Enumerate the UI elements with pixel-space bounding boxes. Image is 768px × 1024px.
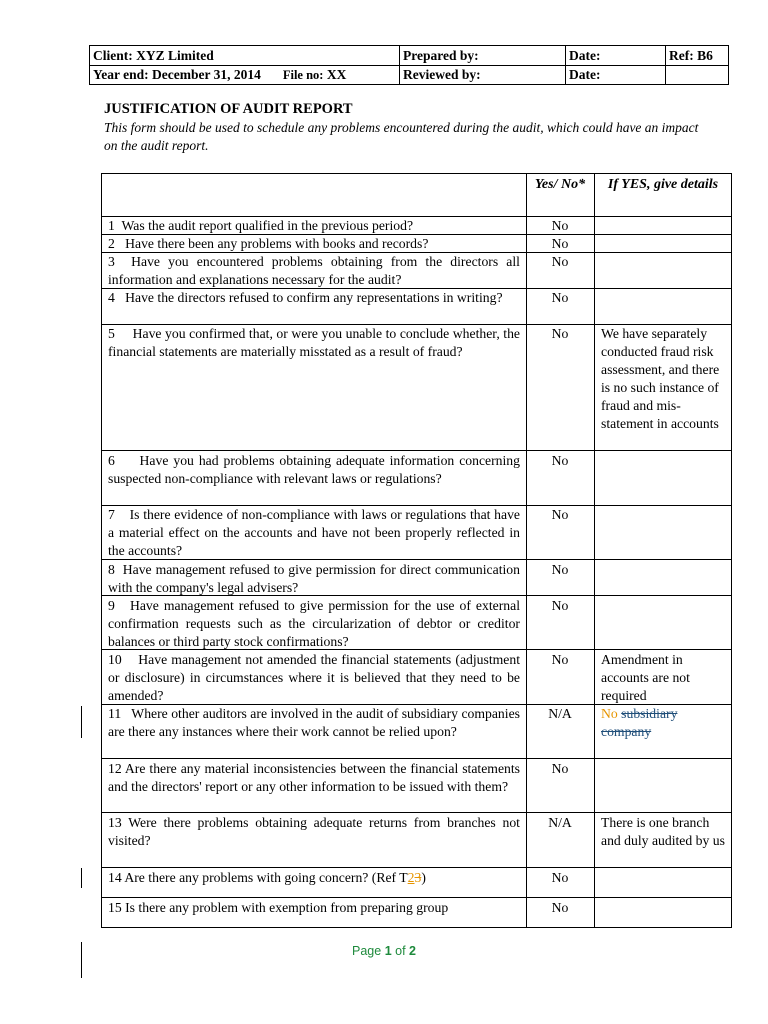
table-row-answer: No: [551, 254, 569, 269]
table-row-answer: No: [551, 761, 569, 776]
row-divider: [101, 812, 732, 813]
table-row-question: 12 Are there any material inconsistencies between the financial statements and the directors' report or any other information to be issued with them?: [108, 761, 520, 794]
prepared-by-label: Prepared by:: [403, 48, 479, 63]
header-row-2: [90, 65, 728, 84]
reviewed-by-label: Reviewed by:: [403, 67, 481, 82]
page-total: 2: [409, 944, 416, 958]
inserted-text: No: [601, 706, 618, 721]
table-row-details: We have separately conducted fraud risk assessment, and there is no such instance of fraud and mis-statement in accounts: [601, 326, 720, 431]
row-divider: [101, 897, 732, 898]
table-row-answer: No: [551, 218, 569, 233]
column-divider: [594, 173, 595, 928]
page-current: 1: [384, 944, 392, 958]
ref-label: Ref: B6: [669, 48, 713, 63]
table-row-question: 6 Have you had problems obtaining adequate information concerning suspected non-compliance with relevant laws or regulations?: [108, 453, 520, 486]
table-row-answer: No: [551, 652, 569, 667]
table-row-answer: No: [551, 236, 569, 251]
table-row-question: 4 Have the directors refused to confirm any representations in writing?: [108, 290, 503, 305]
table-row-question: 9 Have management refused to give permission for the use of external confirmation requests such as the circularization of debtor or creditor balances or third party stock confirmations?: [108, 598, 521, 649]
row-divider: [101, 758, 732, 759]
table-row-question: 14 Are there any problems with going concern? (Ref T23): [108, 870, 426, 885]
form-title: JUSTIFICATION OF AUDIT REPORT: [104, 101, 353, 117]
table-row-question: 1 Was the audit report qualified in the previous period?: [108, 218, 414, 233]
year-end-cell: [90, 65, 400, 84]
table-row-answer: No: [551, 326, 569, 341]
deleted-text: subsidiary company: [601, 706, 678, 739]
client-name: Client: XYZ Limited: [93, 48, 214, 63]
table-row-answer: No: [551, 453, 569, 468]
table-row-answer: N/A: [548, 815, 572, 830]
year-end: Year end: December 31, 2014: [93, 67, 261, 82]
change-bar: [81, 706, 82, 738]
table-row-details: There is one branch and duly audited by us: [601, 815, 725, 848]
table-row-answer: No: [551, 598, 569, 613]
row-divider: [101, 927, 732, 928]
table-row-answer: No: [551, 507, 569, 522]
details-header: If YES, give details: [607, 177, 719, 192]
divider: [565, 46, 566, 84]
table-row-question: 3 Have you encountered problems obtaining from the directors all information and explanations necessary for the audit?: [108, 254, 520, 287]
table-row-question: 13 Were there problems obtaining adequate returns from branches not visited?: [108, 815, 520, 848]
row-divider: [101, 867, 732, 868]
table-row-question: 7 Is there evidence of non-compliance with laws or regulations that have a material effect on the accounts and have not been properly reflected in the accounts?: [108, 507, 521, 558]
audit-checklist-table: [101, 173, 732, 928]
page-footer: [352, 944, 416, 958]
date-label-2: Date:: [569, 67, 601, 82]
table-row-details: [601, 705, 728, 741]
table-row-question: 15 Is there any problem with exemption from preparing group: [108, 900, 449, 915]
change-bar: [81, 942, 82, 978]
header-table: [89, 45, 729, 85]
table-row-answer: No: [551, 562, 569, 577]
file-no-value: XX: [326, 67, 347, 82]
deleted-text: 3: [414, 870, 422, 885]
form-subtitle: This form should be used to schedule any problems encountered during the audit, which could have an impact on the audit report.: [104, 120, 699, 153]
table-row-question: 5 Have you confirmed that, or were you unable to conclude whether, the financial statements are materially misstated as a result of fraud?: [108, 326, 521, 359]
table-row-answer: No: [551, 870, 569, 885]
table-row-question: 2 Have there been any problems with books and records?: [108, 236, 429, 251]
inserted-text: 2: [407, 870, 415, 885]
file-no-label: File no:: [282, 68, 324, 82]
table-row-details: Amendment in accounts are not required: [601, 652, 690, 703]
change-bar: [81, 868, 82, 888]
table-row-question: 10 Have management not amended the financial statements (adjustment or disclosure) in circumstances where it is believed that they need to be amended?: [108, 652, 521, 703]
divider: [665, 46, 666, 84]
row-divider: [101, 450, 732, 451]
table-row-question: 8 Have management refused to give permission for direct communication with the company's legal advisers?: [108, 562, 520, 595]
yes-no-header: Yes/ No*: [534, 177, 586, 192]
date-label-1: Date:: [569, 48, 601, 63]
table-row-answer: N/A: [548, 706, 572, 721]
table-row-answer: No: [551, 290, 569, 305]
divider: [399, 46, 400, 84]
of-label: of: [395, 944, 406, 958]
table-row-answer: No: [551, 900, 569, 915]
header-row-1: [90, 46, 728, 66]
page-label: Page: [352, 944, 382, 958]
table-row-question: 11 Where other auditors are involved in the audit of subsidiary companies are there any instances where their work cannot be relied upon?: [108, 706, 520, 739]
